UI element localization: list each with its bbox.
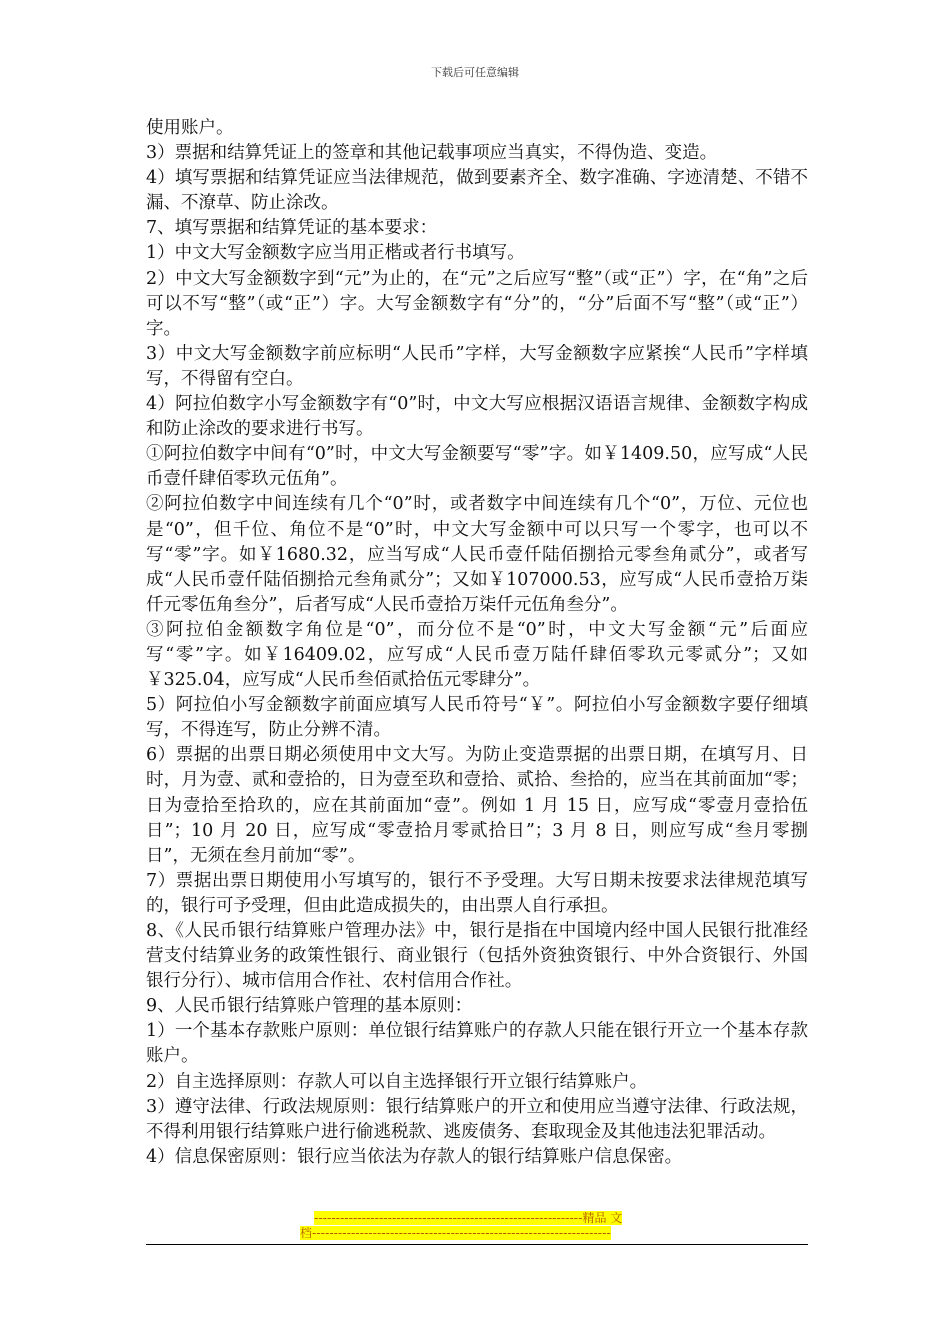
section-heading: 7、填写票据和结算凭证的基本要求： (146, 218, 438, 239)
paragraph: 4）填写票据和结算凭证应当法律规范，做到要素齐全、数字准确、字迹清楚、不错不漏、不潦草、防止涂改。 (146, 168, 808, 214)
paragraph: 使用账户。 (146, 118, 234, 138)
paragraph: 4）阿拉伯数字小写金额数字有“0”时，中文大写应根据汉语语言规律、金额数字构成和防止涂改的要求进行书写。 (146, 394, 808, 440)
footer-divider (146, 1244, 808, 1245)
footer-watermark-line-1: --------------------------------------------------------------精品 文 (314, 1211, 623, 1225)
footer-watermark-line-2: 档--------------------------------------------------------------------- (300, 1226, 611, 1240)
paragraph: 1）一个基本存款账户原则：单位银行结算账户的存款人只能在银行开立一个基本存款账户。 (146, 1021, 808, 1067)
section-heading: 8、《人民币银行结算账户管理办法》中，银行是指在中国境内经中国人民银行批准经营支付结算业务的政策性银行、商业银行（包括外资独资银行、中外合资银行、外国银行分行）、城市信用合作社、农村信用合作社。 (146, 921, 808, 992)
paragraph: ②阿拉伯数字中间连续有几个“0”时，或者数字中间连续有几个“0”，万位、元位也是“0”，但千位、角位不是“0”时，中文大写金额中可以只写一个零字，也可以不写“零”字。如￥1680.32，应当写成“人民币壹仟陆佰捌拾元零叁角贰分”，或者写成“人民币壹仟陆佰捌拾元叁角贰分”；又如￥107000.53，应写成“人民币壹拾万柒仟元零伍角叁分”，后者写成“人民币壹拾万柒仟元伍角叁分”。 (146, 494, 808, 615)
paragraph: 1）中文大写金额数字应当用正楷或者行书填写。 (146, 243, 525, 264)
paragraph: 3）票据和结算凭证上的签章和其他记载事项应当真实，不得伪造、变造。 (146, 143, 718, 164)
page-header: 下载后可任意编辑 (431, 66, 519, 79)
section-heading: 9、人民币银行结算账户管理的基本原则： (146, 996, 473, 1017)
paragraph: 4）信息保密原则：银行应当依法为存款人的银行结算账户信息保密。 (146, 1146, 683, 1167)
paragraph: ①阿拉伯数字中间有“0”时，中文大写金额要写“零”字。如￥1409.50，应写成“人民币壹仟肆佰零玖元伍角”。 (146, 444, 808, 490)
paragraph: 7）票据出票日期使用小写填写的，银行不予受理。大写日期未按要求法律规范填写的，银行可予受理，但由此造成损失的，由出票人自行承担。 (146, 870, 808, 916)
paragraph: 3）中文大写金额数字前应标明“人民币”字样，大写金额数字应紧挨“人民币”字样填写，不得留有空白。 (146, 343, 808, 389)
paragraph: ③阿拉伯金额数字角位是“0”，而分位不是“0”时，中文大写金额“元”后面应写“零”字。如￥16409.02，应写成“人民币壹万陆仟肆佰零玖元零贰分”；又如￥325.04，应写成“人民币叁佰贰拾伍元零肆分”。 (146, 619, 808, 691)
document-body (146, 116, 808, 1170)
paragraph: 2）自主选择原则：存款人可以自主选择银行开立银行结算账户。 (146, 1071, 648, 1092)
paragraph: 6）票据的出票日期必须使用中文大写。为防止变造票据的出票日期，在填写月、日时，月为壹、贰和壹拾的，日为壹至玖和壹拾、贰拾、叁拾的，应当在其前面加“零；日为壹拾至拾玖的，应在其前面加“壹”。例如 1 月 15 日，应写成“零壹月壹拾伍日”；10 月 20 日，应写成“零壹拾月零贰拾日”；3 月 8 日，则应写成“叁月零捌日”，无须在叁月前加“零”。 (146, 745, 808, 866)
paragraph: 3）遵守法律、行政法规原则：银行结算账户的开立和使用应当遵守法律、行政法规，不得利用银行结算账户进行偷逃税款、逃废债务、套取现金及其他违法犯罪活动。 (146, 1096, 808, 1142)
paragraph: 5）阿拉伯小写金额数字前面应填写人民币符号“￥”。阿拉伯小写金额数字要仔细填写，不得连写，防止分辨不清。 (146, 695, 808, 741)
paragraph: 2）中文大写金额数字到“元”为止的，在“元”之后应写“整”（或“正”）字，在“角”之后可以不写“整”（或“正”）字。大写金额数字有“分”的，“分”后面不写“整”（或“正”）字。 (146, 268, 808, 339)
